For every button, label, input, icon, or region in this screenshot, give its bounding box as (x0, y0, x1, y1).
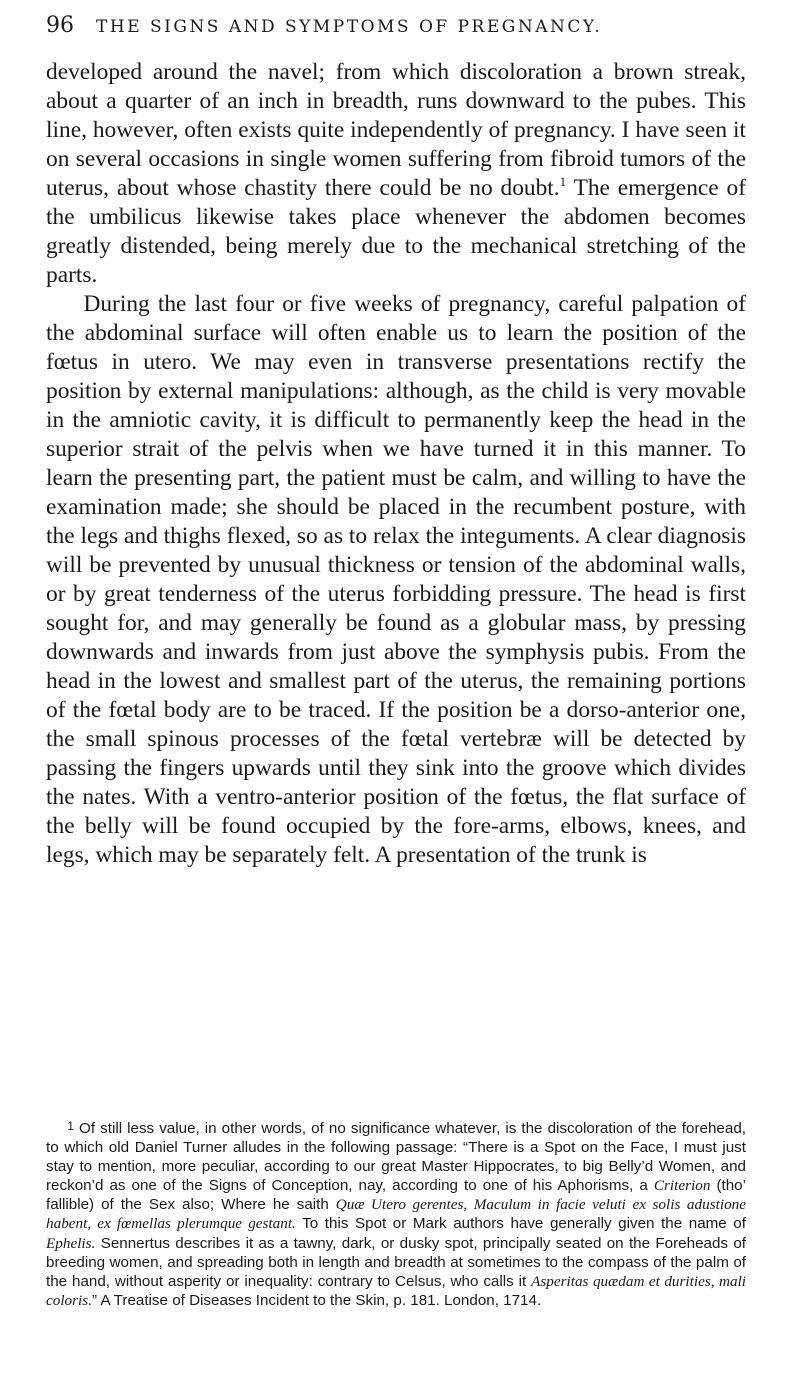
footnote-marker: 1 (67, 1119, 74, 1133)
running-title: THE SIGNS AND SYMPTOMS OF PREGNANCY. (96, 17, 603, 37)
running-head (46, 10, 736, 46)
paragraph-1-continuation: The emergence of the umbilicus likewise takes place whenever the abdomen becomes greatly distended, being merely due to the mechanical stretching of the parts. (46, 175, 746, 288)
footnote-text-5: ” A Treatise of Diseases Incident to the Skin, p. 181. London, 1714. (92, 1291, 542, 1309)
footnote-text-3: To this Spot or Mark authors have generally given the name of (295, 1215, 746, 1233)
footnote (46, 1117, 746, 1310)
paragraph-1-text: developed around the navel; from which discoloration a brown streak, about a quarter of an inch in breadth, runs downward to the pubes. This line, however, often exists quite independently of pregnancy. I have seen it on several occasions in single women suffering from fibroid tumors of the uterus, about whose chastity there could be no doubt. (46, 59, 746, 201)
footnote-text-1: Of still less value, in other words, of no significance whatever, is the discoloration of the forehead, to which old Daniel Turner alludes in the following passage: “There is a Spot on the Face, I must just stay to mention, more peculiar, according to our great Master Hippocrates, to big Belly’d Women, and reckon’d as one of the Signs of Conception, nay, according to one of his Aphorisms, a (46, 1120, 746, 1195)
footnote-reference: 1 (559, 174, 567, 190)
footnote-criterion: Criterion (653, 1177, 711, 1195)
body-text (46, 58, 746, 870)
footnote-text-4: Sennertus describes it as a tawny, dark, or dusky spot, principally seated on the Foreheads of breeding women, and spreading both in length and breadth at sometimes to the compass of the palm of the hand, without asperity or inequality: contrary to Celsus, who calls it (46, 1234, 746, 1290)
paragraph-1 (46, 58, 746, 290)
footnote-latin-celsus: Asperitas quædam et durities, mali coloris. (46, 1272, 747, 1309)
paragraph-2: During the last four or five weeks of pregnancy, careful palpation of the abdominal surface will often enable us to learn the position of the fœtus in utero. We may even in transverse presentations rectify the position by external manipulations: although, as the child is very movable in the amniotic cavity, it is difficult to permanently keep the head in the superior strait of the pelvis when we have turned it in this manner. To learn the presenting part, the patient must be calm, and willing to have the examination made; she should be placed in the recumbent posture, with the legs and thighs flexed, so as to relax the integuments. A clear diagnosis will be prevented by unusual thickness or tension of the abdominal walls, or by great tenderness of the uterus forbidding pressure. The head is first sought for, and may generally be found as a globular mass, by pressing downwards and inwards from just above the symphysis pubis. From the head in the lowest and smallest part of the uterus, the remaining portions of the fœtal body are to be traced. If the position be a dorso-anterior one, the small spinous processes of the fœtal vertebræ will be detected by passing the fingers upwards until they sink into the groove which divides the nates. With a ventro-anterior position of the fœtus, the flat surface of the belly will be found occupied by the fore-arms, elbows, knees, and legs, which may be separately felt. A presentation of the trunk is (46, 291, 746, 868)
footnote-latin-quote: Quæ Utero gerentes, Maculum in facie veluti ex solis adustione habent, ex fœmellas plerumque gestant. (46, 1196, 746, 1233)
page-number: 96 (46, 13, 74, 38)
footnote-ephelis: Ephelis. (46, 1234, 96, 1252)
footnote-text-2: (tho’ fallible) of the Sex also; Where he saith (46, 1177, 746, 1214)
